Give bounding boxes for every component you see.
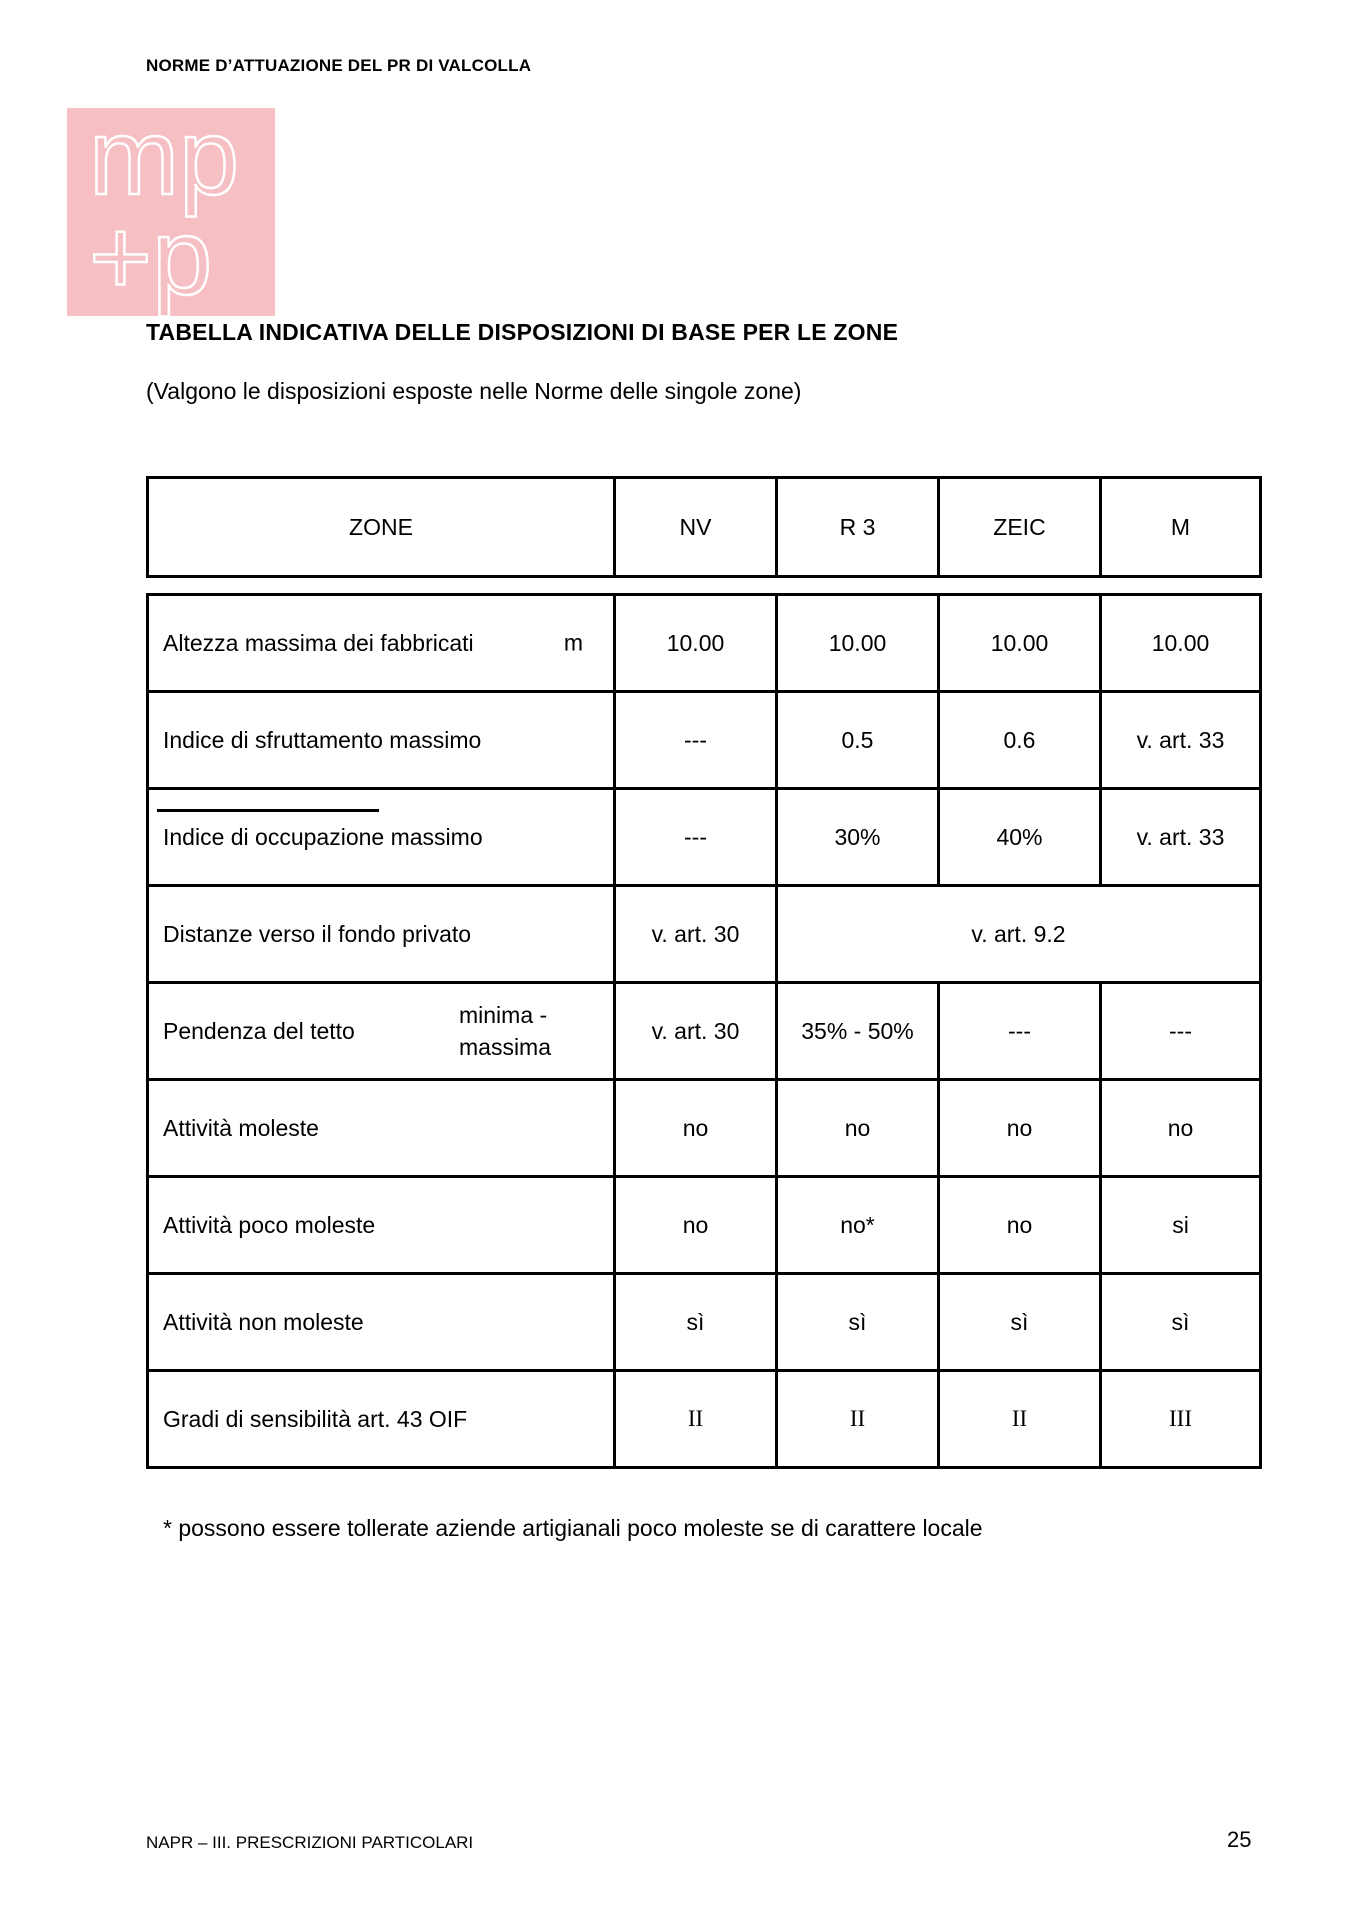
table-row <box>148 1371 1261 1468</box>
row-unit-line2: massima <box>459 1034 552 1060</box>
table-row <box>148 983 1261 1080</box>
header-zeic: ZEIC <box>939 478 1101 577</box>
table-cell: --- <box>615 692 777 789</box>
table-cell: v. art. 30 <box>615 983 777 1080</box>
table-row <box>148 789 1261 886</box>
table-cell: 10.00 <box>1101 595 1261 692</box>
header-r3: R 3 <box>777 478 939 577</box>
row-unit-line1: minima - <box>459 1002 548 1028</box>
row-label: Attività moleste <box>148 1080 615 1177</box>
table-row <box>148 692 1261 789</box>
table-cell: 40% <box>939 789 1101 886</box>
row-unit: m <box>563 629 583 656</box>
table-subtitle: (Valgono le disposizioni esposte nelle Norme delle singole zone) <box>146 378 802 404</box>
table-cell: v. art. 33 <box>1101 692 1261 789</box>
row-label-text: Pendenza del tetto <box>163 1017 355 1044</box>
table-cell-merged: v. art. 9.2 <box>777 886 1261 983</box>
table-row <box>148 1274 1261 1371</box>
table-cell: no <box>615 1080 777 1177</box>
table-cell: 10.00 <box>615 595 777 692</box>
table-row <box>148 1080 1261 1177</box>
table-cell: no <box>939 1080 1101 1177</box>
table-cell: II <box>939 1371 1101 1468</box>
table-row <box>148 886 1261 983</box>
header-zone: ZONE <box>148 478 615 577</box>
table-row <box>148 595 1261 692</box>
table-cell: no <box>939 1177 1101 1274</box>
header-m: M <box>1101 478 1261 577</box>
table-cell: sì <box>615 1274 777 1371</box>
table-cell: --- <box>1101 983 1261 1080</box>
table-cell: 0.5 <box>777 692 939 789</box>
row-label-text: Indice di occupazione massimo <box>163 823 483 850</box>
header-row <box>148 478 1261 577</box>
zone-provisions-table <box>146 593 1262 1469</box>
row-label-text: Altezza massima dei fabbricati <box>163 629 474 656</box>
table-cell: 35% - 50% <box>777 983 939 1080</box>
logo-line2: +p <box>89 196 213 316</box>
row-label: Attività poco moleste <box>148 1177 615 1274</box>
header-nv: NV <box>615 478 777 577</box>
table-cell: 10.00 <box>777 595 939 692</box>
table-cell: no <box>777 1080 939 1177</box>
row-label: Distanze verso il fondo privato <box>148 886 615 983</box>
document-header: NORME D’ATTUAZIONE DEL PR DI VALCOLLA <box>146 56 532 75</box>
logo-line1: mp <box>89 108 240 217</box>
table-cell: 0.6 <box>939 692 1101 789</box>
mpp-logo <box>67 108 275 316</box>
table-cell: II <box>615 1371 777 1468</box>
table-cell: si <box>1101 1177 1261 1274</box>
table-cell: 30% <box>777 789 939 886</box>
table-cell: --- <box>615 789 777 886</box>
row-label: Gradi di sensibilità art. 43 OIF <box>148 1371 615 1468</box>
table-cell: sì <box>777 1274 939 1371</box>
table-footnote: * possono essere tollerate aziende artigianali poco moleste se di carattere locale <box>163 1515 983 1541</box>
row-label <box>148 983 615 1080</box>
table-cell: v. art. 30 <box>615 886 777 983</box>
table-title: TABELLA INDICATIVA DELLE DISPOSIZIONI DI BASE PER LE ZONE <box>146 319 899 345</box>
row-label: Attività non moleste <box>148 1274 615 1371</box>
footer-section-title: NAPR – III. PRESCRIZIONI PARTICOLARI <box>146 1833 474 1852</box>
row-unit <box>459 999 551 1063</box>
row-label <box>148 789 615 886</box>
table-cell: sì <box>939 1274 1101 1371</box>
table-cell: no* <box>777 1177 939 1274</box>
table-cell: II <box>777 1371 939 1468</box>
row-label: Indice di sfruttamento massimo <box>148 692 615 789</box>
page-number: 25 <box>1227 1827 1252 1852</box>
table-cell: v. art. 33 <box>1101 789 1261 886</box>
table-cell: --- <box>939 983 1101 1080</box>
table-cell: no <box>1101 1080 1261 1177</box>
row-label <box>148 595 615 692</box>
table-row <box>148 1177 1261 1274</box>
table-cell: III <box>1101 1371 1261 1468</box>
mpp-logo-graphic <box>67 108 275 316</box>
table-cell: no <box>615 1177 777 1274</box>
table-cell: 10.00 <box>939 595 1101 692</box>
zone-header-table <box>146 476 1262 578</box>
decorative-rule <box>157 809 379 812</box>
table-cell: sì <box>1101 1274 1261 1371</box>
